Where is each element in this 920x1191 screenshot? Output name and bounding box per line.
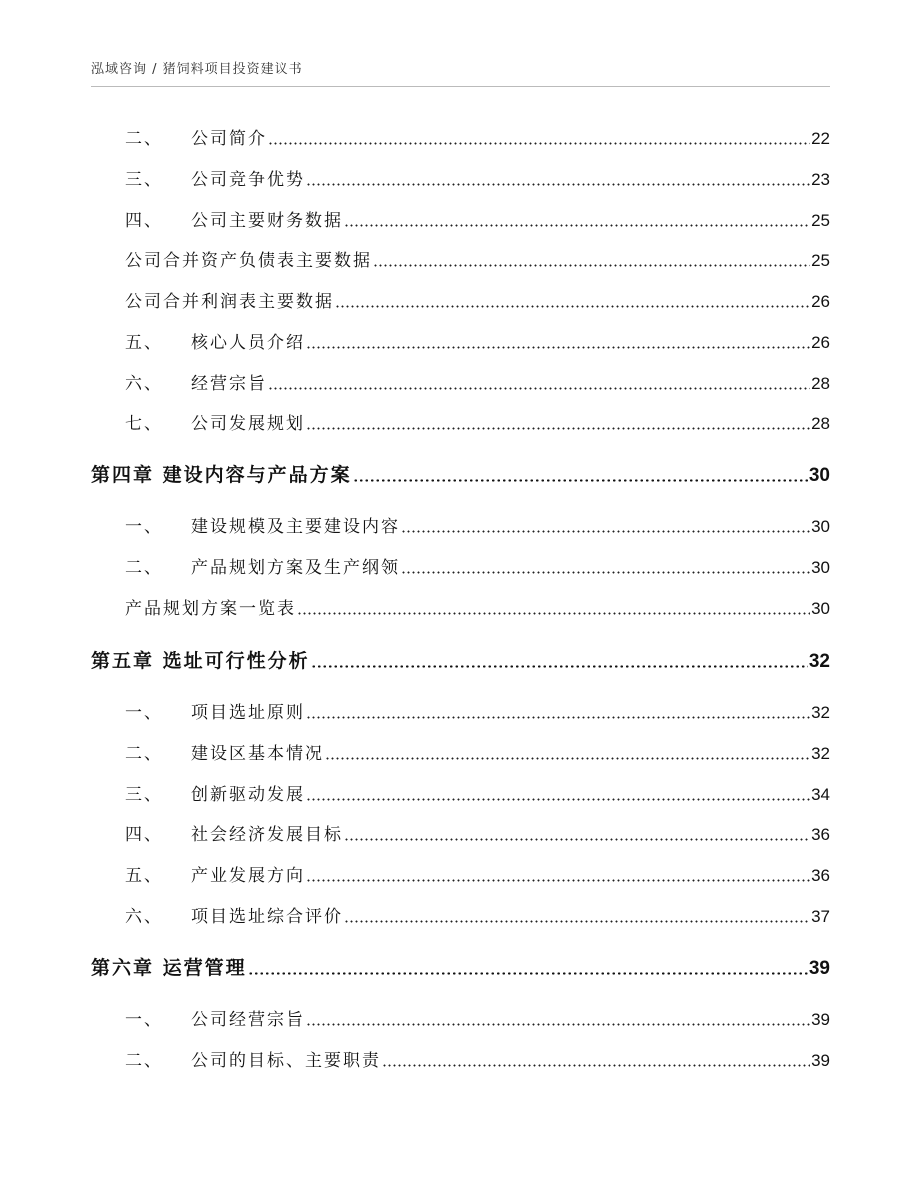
toc-entry-number: 四、: [125, 825, 163, 845]
toc-dot-leader: [297, 599, 810, 616]
toc-entry-page-number: 30: [811, 558, 830, 577]
toc-dot-leader: [401, 558, 810, 575]
toc-entry-title: 公司简介: [191, 129, 267, 149]
toc-entry[interactable]: [91, 1046, 830, 1071]
toc-entry[interactable]: [91, 512, 830, 537]
toc-entry-number: 二、: [125, 1051, 163, 1071]
toc-entry-page-number: 28: [811, 414, 830, 433]
toc-entry-title: 产业发展方向: [191, 866, 305, 886]
toc-dot-leader: [382, 1051, 810, 1068]
toc-entry-title: 核心人员介绍: [191, 333, 305, 353]
toc-entry-page-number: 26: [811, 292, 830, 311]
toc-entry[interactable]: [91, 698, 830, 723]
toc-entry-label: [91, 953, 247, 980]
toc-entry-title: 创新驱动发展: [191, 785, 305, 805]
toc-dot-leader: [325, 744, 810, 761]
toc-entry-number: 三、: [125, 785, 163, 805]
toc-entry-title: 第五章 选址可行性分析: [91, 650, 310, 672]
toc-entry-page-number: 32: [811, 744, 830, 763]
toc-dot-leader: [344, 907, 810, 924]
toc-dot-leader: [306, 866, 810, 883]
toc-dot-leader: [306, 170, 810, 187]
toc-entry-number: 一、: [125, 703, 163, 723]
toc-entry[interactable]: [91, 328, 830, 353]
toc-entry[interactable]: [91, 953, 830, 980]
toc-entry-number: 五、: [125, 866, 163, 886]
toc-entry-page-number: 23: [811, 170, 830, 189]
toc-entry[interactable]: [91, 902, 830, 927]
toc-entry-label: [125, 902, 343, 927]
toc-entry-label: [125, 820, 343, 845]
toc-entry-page-number: 39: [811, 1010, 830, 1029]
toc-entry-number: 五、: [125, 333, 163, 353]
toc-dot-leader: [248, 957, 808, 976]
toc-entry-number: 二、: [125, 744, 163, 764]
toc-entry[interactable]: [91, 861, 830, 886]
toc-entry-title: 建设规模及主要建设内容: [191, 517, 400, 537]
toc-entry-title: 公司经营宗旨: [191, 1010, 305, 1030]
toc-entry-page-number: 39: [811, 1051, 830, 1070]
toc-dot-leader: [306, 703, 810, 720]
toc-entry-title: 产品规划方案及生产纲领: [191, 558, 400, 578]
toc-entry-page-number: 39: [808, 958, 830, 979]
toc-entry-label: [125, 409, 305, 434]
toc-entry[interactable]: [91, 409, 830, 434]
toc-entry-title: 项目选址原则: [191, 703, 305, 723]
toc-entry[interactable]: [91, 594, 830, 619]
toc-dot-leader: [306, 414, 810, 431]
toc-entry-page-number: 30: [808, 465, 830, 486]
toc-dot-leader: [353, 464, 808, 483]
toc-entry-page-number: 25: [811, 211, 830, 230]
toc-dot-leader: [268, 374, 810, 391]
toc-entry-number: 七、: [125, 414, 163, 434]
toc-entry-title: 经营宗旨: [191, 374, 267, 394]
toc-entry-page-number: 32: [808, 651, 830, 672]
toc-entry-label: [125, 698, 305, 723]
toc-entry-label: [125, 861, 305, 886]
toc-entry-title: 公司合并利润表主要数据: [125, 292, 334, 312]
toc-entry[interactable]: [91, 1005, 830, 1030]
toc-entry-label: [91, 646, 310, 673]
toc-entry[interactable]: [91, 369, 830, 394]
toc-entry-label: [91, 460, 352, 487]
toc-dot-leader: [311, 650, 808, 669]
toc-entry-label: [125, 369, 267, 394]
toc-entry-number: 三、: [125, 170, 163, 190]
toc-entry[interactable]: [91, 124, 830, 149]
toc-entry-number: 一、: [125, 1010, 163, 1030]
toc-entry-page-number: 22: [811, 129, 830, 148]
toc-entry-title: 项目选址综合评价: [191, 907, 343, 927]
toc-entry-title: 公司的目标、主要职责: [191, 1051, 381, 1071]
toc-entry-page-number: 32: [811, 703, 830, 722]
toc-entry-label: [125, 780, 305, 805]
toc-entry-number: 一、: [125, 517, 163, 537]
toc-entry-label: [125, 1046, 381, 1071]
toc-entry[interactable]: [91, 287, 830, 312]
toc-entry[interactable]: [91, 460, 830, 487]
toc-entry-number: 六、: [125, 374, 163, 394]
toc-entry-title: 产品规划方案一览表: [125, 599, 296, 619]
toc-dot-leader: [344, 211, 810, 228]
toc-dot-leader: [268, 129, 810, 146]
toc-entry[interactable]: [91, 739, 830, 764]
toc-entry-title: 公司发展规划: [191, 414, 305, 434]
toc-dot-leader: [306, 1010, 810, 1027]
toc-entry-page-number: 25: [811, 251, 830, 270]
toc-entry-label: [125, 594, 296, 619]
toc-entry-title: 公司合并资产负债表主要数据: [125, 251, 372, 271]
toc-entry-label: [125, 328, 305, 353]
toc-entry[interactable]: [91, 553, 830, 578]
toc-entry[interactable]: [91, 246, 830, 271]
toc-entry[interactable]: [91, 820, 830, 845]
toc-entry-label: [125, 124, 267, 149]
toc-entry-label: [125, 1005, 305, 1030]
running-header: [91, 58, 830, 82]
toc-entry-label: [125, 553, 400, 578]
toc-entry-title: 社会经济发展目标: [191, 825, 343, 845]
toc-entry-page-number: 34: [811, 785, 830, 804]
toc-entry-number: 六、: [125, 907, 163, 927]
running-header-text: 泓域咨询 / 猪饲料项目投资建议书: [91, 62, 303, 77]
toc-entry-label: [125, 165, 305, 190]
toc-entry[interactable]: [91, 780, 830, 805]
toc-entry-page-number: 28: [811, 374, 830, 393]
toc-entry[interactable]: [91, 646, 830, 673]
toc-dot-leader: [306, 785, 810, 802]
toc-entry-page-number: 30: [811, 599, 830, 618]
toc-entry[interactable]: [91, 165, 830, 190]
toc-entry-page-number: 30: [811, 517, 830, 536]
toc-entry-label: [125, 512, 400, 537]
toc-entry-number: 二、: [125, 129, 163, 149]
toc-entry-title: 第四章 建设内容与产品方案: [91, 464, 352, 486]
toc-entry-number: 四、: [125, 211, 163, 231]
toc-entry-title: 公司竞争优势: [191, 170, 305, 190]
toc-entry-page-number: 37: [811, 907, 830, 926]
header-divider: [91, 86, 830, 87]
toc-dot-leader: [344, 825, 810, 842]
toc-entry-number: 二、: [125, 558, 163, 578]
toc-dot-leader: [373, 251, 810, 268]
toc-dot-leader: [306, 333, 810, 350]
toc-dot-leader: [401, 517, 810, 534]
toc-entry-label: [125, 739, 324, 764]
toc-entry-label: [125, 287, 334, 312]
toc-entry-page-number: 36: [811, 825, 830, 844]
toc-entry-title: 公司主要财务数据: [191, 211, 343, 231]
toc-entry-page-number: 26: [811, 333, 830, 352]
toc-entry-page-number: 36: [811, 866, 830, 885]
toc-entry-title: 第六章 运营管理: [91, 957, 247, 979]
toc-dot-leader: [335, 292, 810, 309]
toc-entry[interactable]: [91, 206, 830, 231]
toc-entry-label: [125, 246, 372, 271]
toc-entry-title: 建设区基本情况: [191, 744, 324, 764]
toc-entry-label: [125, 206, 343, 231]
